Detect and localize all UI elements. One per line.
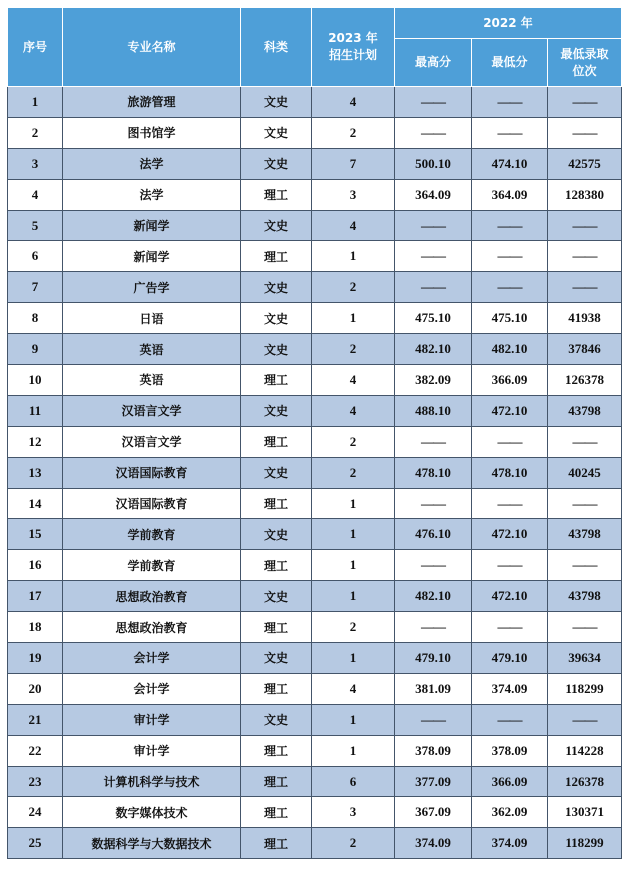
cell-max-score: —— bbox=[395, 612, 472, 643]
cell-min-score: —— bbox=[472, 210, 548, 241]
cell-min-score: 472.10 bbox=[472, 581, 548, 612]
cell-min-rank: 130371 bbox=[548, 797, 622, 828]
cell-min-rank: 42575 bbox=[548, 148, 622, 179]
cell-max-score: —— bbox=[395, 117, 472, 148]
cell-min-rank: 126378 bbox=[548, 766, 622, 797]
cell-max-score: 476.10 bbox=[395, 519, 472, 550]
table-row bbox=[8, 643, 622, 674]
cell-max-score: 482.10 bbox=[395, 581, 472, 612]
cell-plan: 1 bbox=[312, 488, 395, 519]
cell-max-score: 382.09 bbox=[395, 365, 472, 396]
cell-plan: 1 bbox=[312, 519, 395, 550]
cell-min-rank: —— bbox=[548, 426, 622, 457]
table-row bbox=[8, 704, 622, 735]
table-header bbox=[8, 8, 622, 87]
table-row bbox=[8, 612, 622, 643]
cell-category: 理工 bbox=[241, 797, 312, 828]
cell-seq: 16 bbox=[8, 550, 63, 581]
cell-category: 理工 bbox=[241, 241, 312, 272]
cell-max-score: —— bbox=[395, 210, 472, 241]
cell-major: 审计学 bbox=[63, 704, 241, 735]
cell-min-rank: 37846 bbox=[548, 334, 622, 365]
cell-seq: 14 bbox=[8, 488, 63, 519]
table-row bbox=[8, 828, 622, 859]
cell-min-rank: 118299 bbox=[548, 828, 622, 859]
cell-seq: 23 bbox=[8, 766, 63, 797]
cell-seq: 9 bbox=[8, 334, 63, 365]
table-row bbox=[8, 334, 622, 365]
cell-max-score: —— bbox=[395, 426, 472, 457]
cell-major: 思想政治教育 bbox=[63, 581, 241, 612]
cell-category: 文史 bbox=[241, 395, 312, 426]
cell-category: 文史 bbox=[241, 643, 312, 674]
cell-plan: 6 bbox=[312, 766, 395, 797]
cell-major: 汉语国际教育 bbox=[63, 488, 241, 519]
cell-min-score: 378.09 bbox=[472, 735, 548, 766]
cell-min-score: 479.10 bbox=[472, 643, 548, 674]
cell-min-rank: 128380 bbox=[548, 179, 622, 210]
table-row bbox=[8, 519, 622, 550]
cell-min-rank: —— bbox=[548, 87, 622, 118]
cell-plan: 1 bbox=[312, 550, 395, 581]
cell-min-rank: —— bbox=[548, 117, 622, 148]
cell-major: 汉语言文学 bbox=[63, 395, 241, 426]
table-row bbox=[8, 303, 622, 334]
cell-max-score: 378.09 bbox=[395, 735, 472, 766]
cell-seq: 11 bbox=[8, 395, 63, 426]
cell-min-score: 374.09 bbox=[472, 673, 548, 704]
table-row bbox=[8, 735, 622, 766]
header-max-score: 最高分 bbox=[395, 39, 472, 87]
cell-seq: 24 bbox=[8, 797, 63, 828]
cell-plan: 1 bbox=[312, 735, 395, 766]
cell-min-rank: 39634 bbox=[548, 643, 622, 674]
cell-seq: 5 bbox=[8, 210, 63, 241]
cell-min-score: —— bbox=[472, 117, 548, 148]
cell-max-score: 488.10 bbox=[395, 395, 472, 426]
cell-major: 计算机科学与技术 bbox=[63, 766, 241, 797]
cell-seq: 13 bbox=[8, 457, 63, 488]
cell-category: 理工 bbox=[241, 426, 312, 457]
cell-plan: 1 bbox=[312, 303, 395, 334]
table-row bbox=[8, 395, 622, 426]
cell-min-rank: 43798 bbox=[548, 581, 622, 612]
cell-max-score: 479.10 bbox=[395, 643, 472, 674]
cell-seq: 17 bbox=[8, 581, 63, 612]
cell-seq: 18 bbox=[8, 612, 63, 643]
cell-seq: 19 bbox=[8, 643, 63, 674]
cell-category: 文史 bbox=[241, 272, 312, 303]
cell-min-rank: —— bbox=[548, 488, 622, 519]
cell-major: 汉语言文学 bbox=[63, 426, 241, 457]
cell-major: 图书馆学 bbox=[63, 117, 241, 148]
cell-category: 理工 bbox=[241, 735, 312, 766]
cell-plan: 2 bbox=[312, 828, 395, 859]
cell-plan: 2 bbox=[312, 334, 395, 365]
cell-min-score: —— bbox=[472, 488, 548, 519]
cell-min-rank: —— bbox=[548, 272, 622, 303]
header-min-score: 最低分 bbox=[472, 39, 548, 87]
table-row bbox=[8, 210, 622, 241]
cell-seq: 6 bbox=[8, 241, 63, 272]
cell-major: 广告学 bbox=[63, 272, 241, 303]
cell-plan: 2 bbox=[312, 426, 395, 457]
cell-max-score: —— bbox=[395, 704, 472, 735]
cell-major: 审计学 bbox=[63, 735, 241, 766]
table-row bbox=[8, 117, 622, 148]
cell-max-score: —— bbox=[395, 241, 472, 272]
cell-min-rank: 41938 bbox=[548, 303, 622, 334]
cell-plan: 2 bbox=[312, 117, 395, 148]
cell-min-score: —— bbox=[472, 550, 548, 581]
cell-seq: 8 bbox=[8, 303, 63, 334]
cell-category: 理工 bbox=[241, 673, 312, 704]
cell-category: 文史 bbox=[241, 519, 312, 550]
cell-min-score: —— bbox=[472, 241, 548, 272]
table-row bbox=[8, 457, 622, 488]
admission-table bbox=[7, 7, 622, 859]
cell-min-rank: 114228 bbox=[548, 735, 622, 766]
cell-min-rank: —— bbox=[548, 704, 622, 735]
cell-min-rank: 43798 bbox=[548, 395, 622, 426]
cell-plan: 2 bbox=[312, 612, 395, 643]
cell-seq: 15 bbox=[8, 519, 63, 550]
table-row bbox=[8, 272, 622, 303]
cell-major: 法学 bbox=[63, 179, 241, 210]
cell-category: 理工 bbox=[241, 766, 312, 797]
cell-max-score: 475.10 bbox=[395, 303, 472, 334]
table-row bbox=[8, 581, 622, 612]
cell-seq: 2 bbox=[8, 117, 63, 148]
table-body bbox=[8, 87, 622, 859]
cell-plan: 3 bbox=[312, 179, 395, 210]
cell-major: 英语 bbox=[63, 334, 241, 365]
cell-min-score: —— bbox=[472, 87, 548, 118]
cell-plan: 1 bbox=[312, 643, 395, 674]
cell-max-score: 367.09 bbox=[395, 797, 472, 828]
cell-plan: 1 bbox=[312, 581, 395, 612]
cell-seq: 20 bbox=[8, 673, 63, 704]
cell-min-rank: —— bbox=[548, 550, 622, 581]
cell-seq: 7 bbox=[8, 272, 63, 303]
cell-plan: 7 bbox=[312, 148, 395, 179]
cell-max-score: 381.09 bbox=[395, 673, 472, 704]
table-row bbox=[8, 550, 622, 581]
cell-seq: 4 bbox=[8, 179, 63, 210]
cell-plan: 4 bbox=[312, 673, 395, 704]
cell-min-score: 475.10 bbox=[472, 303, 548, 334]
cell-min-score: 482.10 bbox=[472, 334, 548, 365]
cell-min-rank: 126378 bbox=[548, 365, 622, 396]
cell-major: 新闻学 bbox=[63, 241, 241, 272]
cell-max-score: —— bbox=[395, 272, 472, 303]
cell-min-score: —— bbox=[472, 272, 548, 303]
table-row bbox=[8, 426, 622, 457]
cell-category: 理工 bbox=[241, 488, 312, 519]
cell-min-rank: 40245 bbox=[548, 457, 622, 488]
cell-seq: 3 bbox=[8, 148, 63, 179]
cell-max-score: 500.10 bbox=[395, 148, 472, 179]
cell-category: 文史 bbox=[241, 334, 312, 365]
cell-plan: 4 bbox=[312, 87, 395, 118]
cell-category: 文史 bbox=[241, 210, 312, 241]
cell-min-score: —— bbox=[472, 612, 548, 643]
cell-max-score: 482.10 bbox=[395, 334, 472, 365]
cell-major: 学前教育 bbox=[63, 519, 241, 550]
cell-min-score: 364.09 bbox=[472, 179, 548, 210]
cell-category: 理工 bbox=[241, 828, 312, 859]
cell-category: 文史 bbox=[241, 704, 312, 735]
cell-category: 理工 bbox=[241, 365, 312, 396]
table-row bbox=[8, 673, 622, 704]
cell-major: 会计学 bbox=[63, 643, 241, 674]
cell-seq: 21 bbox=[8, 704, 63, 735]
cell-max-score: —— bbox=[395, 550, 472, 581]
cell-category: 文史 bbox=[241, 148, 312, 179]
cell-seq: 12 bbox=[8, 426, 63, 457]
cell-seq: 10 bbox=[8, 365, 63, 396]
cell-min-score: 374.09 bbox=[472, 828, 548, 859]
cell-major: 法学 bbox=[63, 148, 241, 179]
cell-category: 文史 bbox=[241, 87, 312, 118]
cell-category: 文史 bbox=[241, 303, 312, 334]
cell-category: 文史 bbox=[241, 117, 312, 148]
cell-plan: 1 bbox=[312, 241, 395, 272]
cell-category: 理工 bbox=[241, 550, 312, 581]
table-row bbox=[8, 797, 622, 828]
cell-min-rank: 43798 bbox=[548, 519, 622, 550]
table-row bbox=[8, 179, 622, 210]
table-row bbox=[8, 488, 622, 519]
cell-major: 旅游管理 bbox=[63, 87, 241, 118]
cell-min-rank: —— bbox=[548, 241, 622, 272]
cell-plan: 4 bbox=[312, 365, 395, 396]
cell-major: 思想政治教育 bbox=[63, 612, 241, 643]
admission-table-container bbox=[7, 7, 621, 859]
cell-seq: 1 bbox=[8, 87, 63, 118]
table-row bbox=[8, 148, 622, 179]
header-year-2022: 2022 年 bbox=[395, 8, 622, 39]
cell-min-score: 478.10 bbox=[472, 457, 548, 488]
cell-plan: 3 bbox=[312, 797, 395, 828]
cell-major: 英语 bbox=[63, 365, 241, 396]
table-row bbox=[8, 87, 622, 118]
cell-max-score: 374.09 bbox=[395, 828, 472, 859]
cell-major: 学前教育 bbox=[63, 550, 241, 581]
header-major: 专业名称 bbox=[63, 8, 241, 87]
cell-major: 数字媒体技术 bbox=[63, 797, 241, 828]
cell-max-score: 478.10 bbox=[395, 457, 472, 488]
cell-min-score: 366.09 bbox=[472, 766, 548, 797]
cell-min-score: —— bbox=[472, 426, 548, 457]
cell-min-score: 362.09 bbox=[472, 797, 548, 828]
cell-max-score: 377.09 bbox=[395, 766, 472, 797]
cell-min-rank: —— bbox=[548, 612, 622, 643]
cell-major: 日语 bbox=[63, 303, 241, 334]
cell-plan: 4 bbox=[312, 395, 395, 426]
cell-min-score: 366.09 bbox=[472, 365, 548, 396]
cell-max-score: 364.09 bbox=[395, 179, 472, 210]
table-row bbox=[8, 241, 622, 272]
cell-max-score: —— bbox=[395, 87, 472, 118]
cell-plan: 2 bbox=[312, 457, 395, 488]
cell-min-score: —— bbox=[472, 704, 548, 735]
cell-plan: 2 bbox=[312, 272, 395, 303]
cell-major: 数据科学与大数据技术 bbox=[63, 828, 241, 859]
cell-min-rank: —— bbox=[548, 210, 622, 241]
header-min-rank: 最低录取 位次 bbox=[548, 39, 622, 87]
cell-major: 会计学 bbox=[63, 673, 241, 704]
cell-category: 理工 bbox=[241, 612, 312, 643]
cell-min-score: 472.10 bbox=[472, 519, 548, 550]
cell-major: 汉语国际教育 bbox=[63, 457, 241, 488]
cell-category: 文史 bbox=[241, 457, 312, 488]
header-plan-2023: 2023 年 招生计划 bbox=[312, 8, 395, 87]
cell-category: 文史 bbox=[241, 581, 312, 612]
header-category: 科类 bbox=[241, 8, 312, 87]
cell-max-score: —— bbox=[395, 488, 472, 519]
cell-min-score: 472.10 bbox=[472, 395, 548, 426]
cell-seq: 25 bbox=[8, 828, 63, 859]
cell-seq: 22 bbox=[8, 735, 63, 766]
cell-major: 新闻学 bbox=[63, 210, 241, 241]
cell-min-score: 474.10 bbox=[472, 148, 548, 179]
cell-category: 理工 bbox=[241, 179, 312, 210]
cell-plan: 4 bbox=[312, 210, 395, 241]
cell-min-rank: 118299 bbox=[548, 673, 622, 704]
table-row bbox=[8, 365, 622, 396]
cell-plan: 1 bbox=[312, 704, 395, 735]
header-seq: 序号 bbox=[8, 8, 63, 87]
table-row bbox=[8, 766, 622, 797]
